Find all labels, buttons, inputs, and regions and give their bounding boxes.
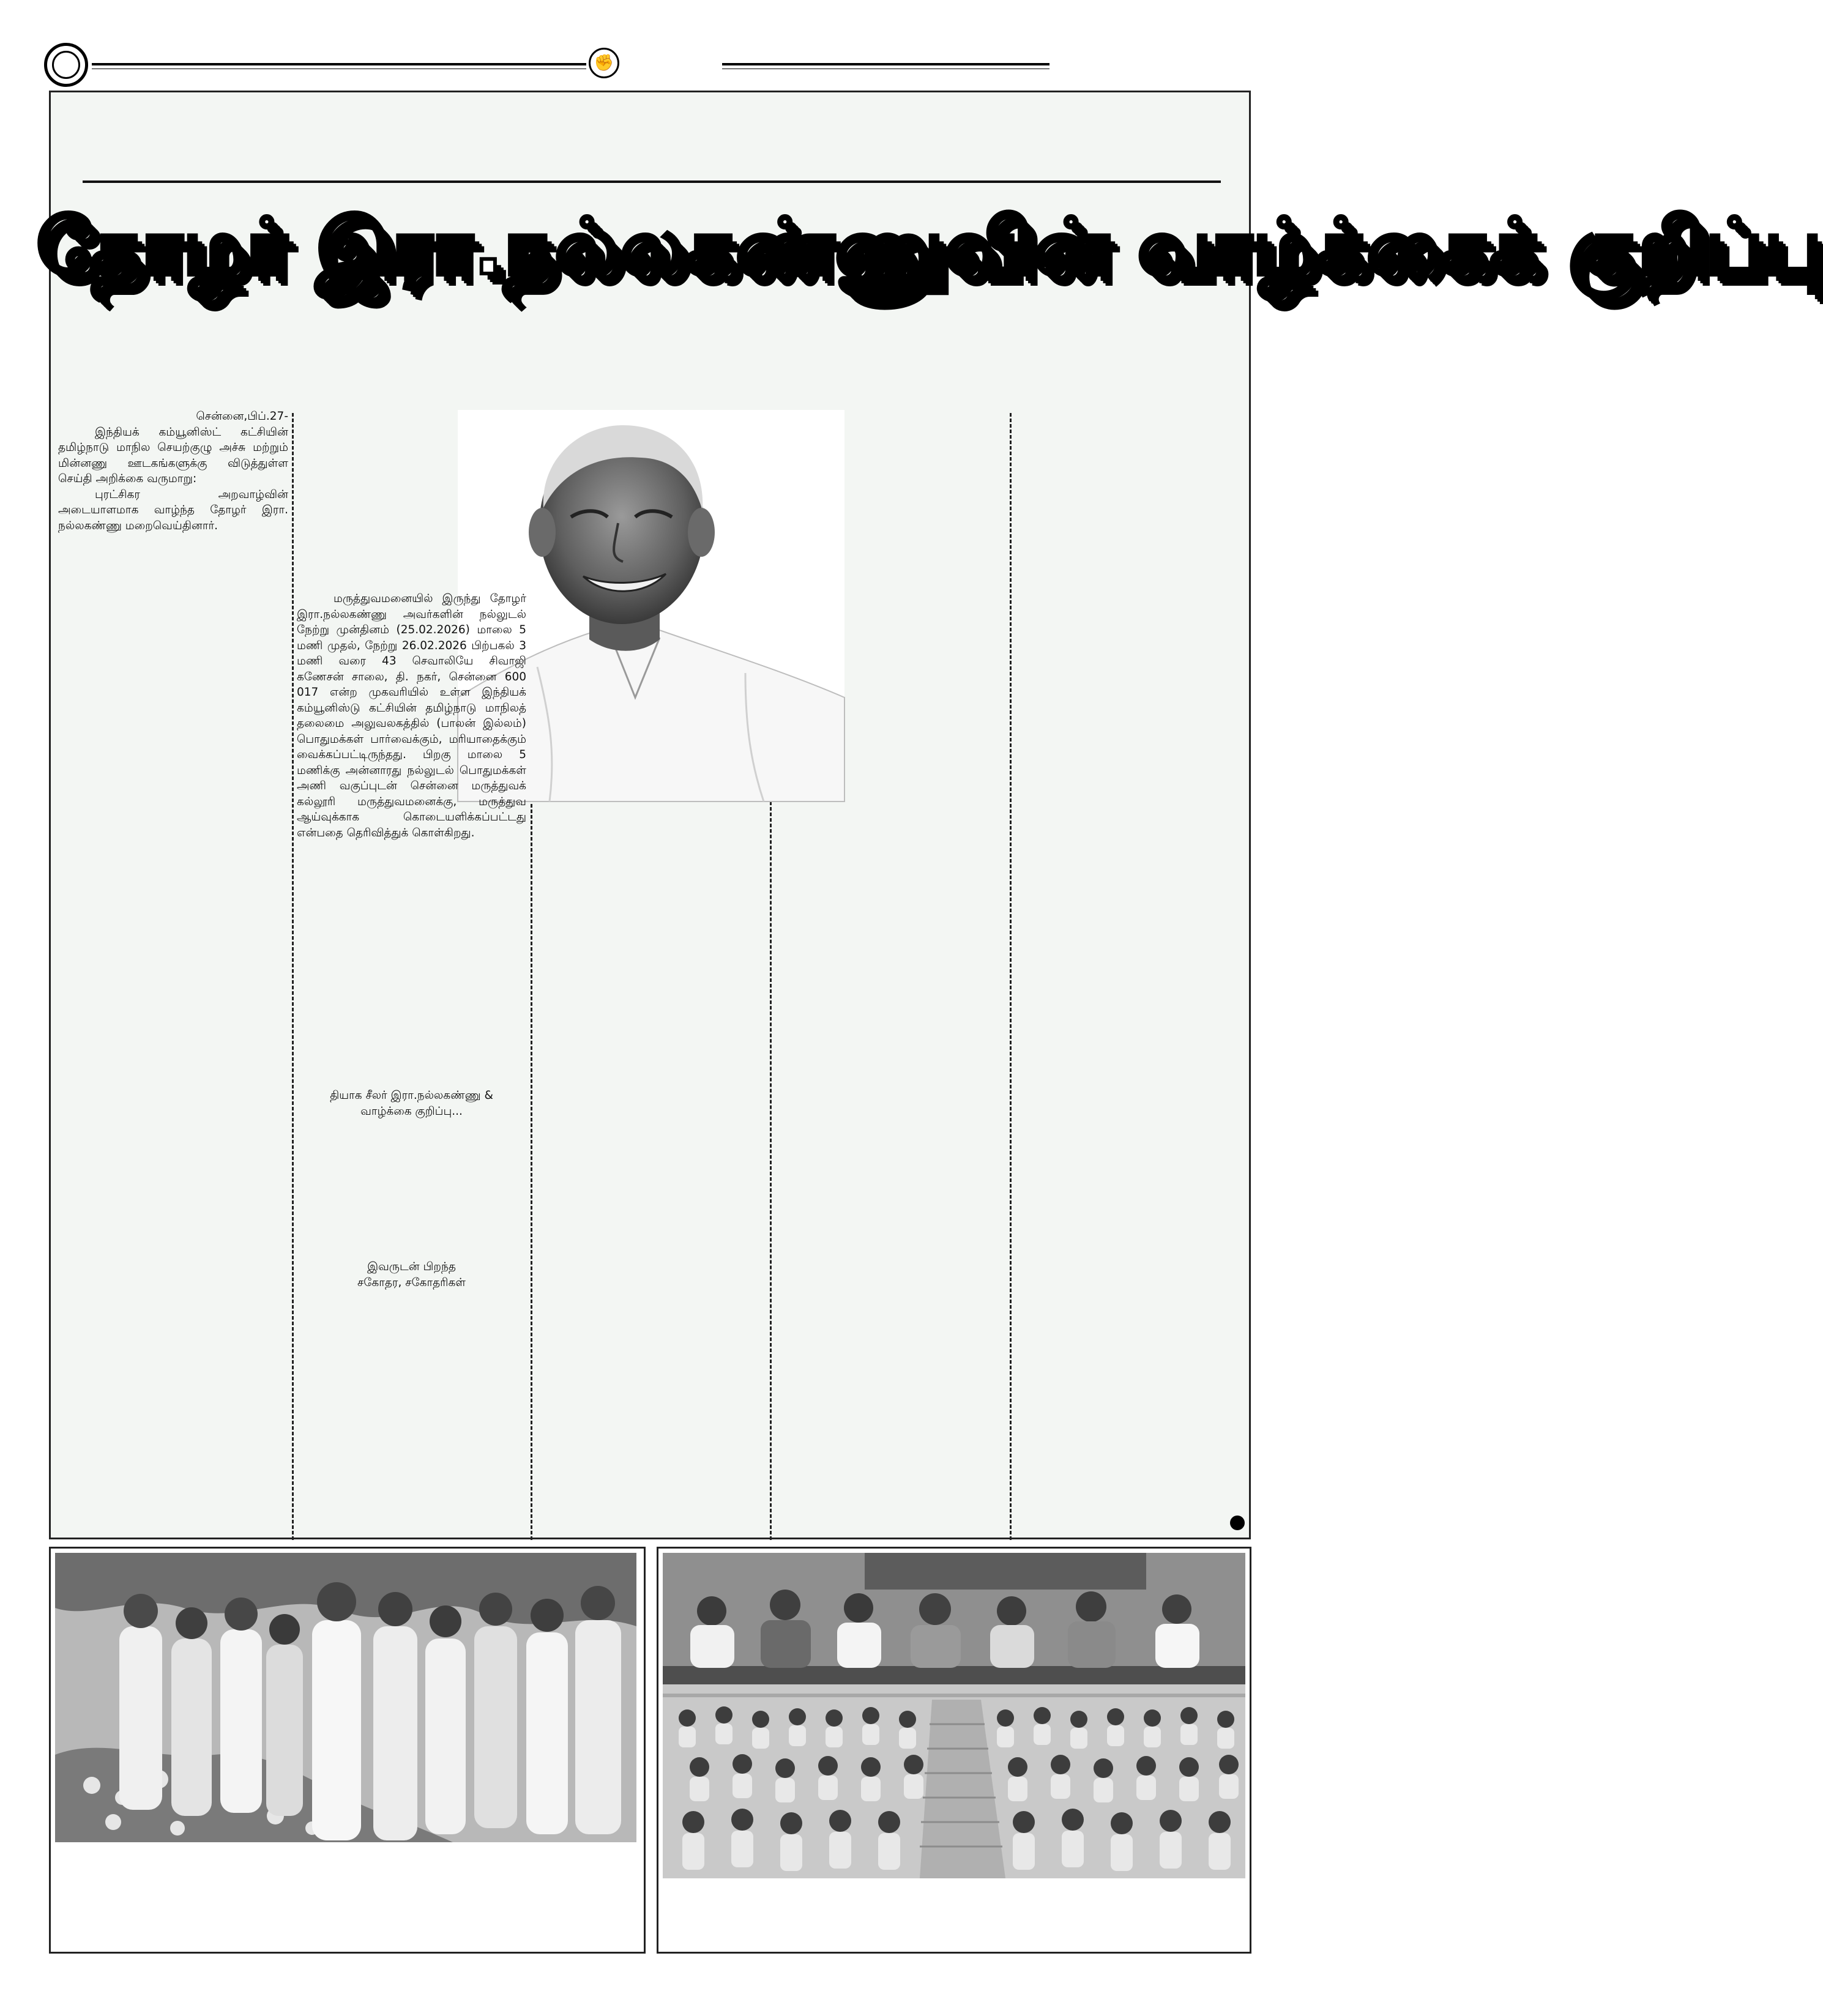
article-frame [49, 91, 1251, 1539]
article-para-3: மருத்துவமனையில் இருந்து தோழர் இரா.நல்லகண்ணு அவர்களின் நல்லுடல் நேற்று முன்தினம் (25.02.2026) மாலை 5 மணி முதல், நேற்று 26.02.2026 பிற்பகல் 3 மணி வரை 43 செவாலியே சிவாஜி கணேசன் சாலை, தி. நகர், சென்னை 600 017 என்ற முகவரியில் உள்ள இந்தியக் கம்யூனிஸ்டு கட்சியின் தமிழ்நாடு மாநிலத் தலைமை அலுவலகத்தில் (பாலன் இல்லம்) பொதுமக்கள் பார்வைக்கும், மரியாதைக்கும் வைக்கப்பட்டிருந்தது. பிறகு மாலை 5 மணிக்கு அன்னாரது நல்லுடல் பொதுமக்கள் அணி வகுப்புடன் சென்னை மருத்துவக் கல்லூரி மருத்துவமனைக்கு, மருத்துவ ஆய்வுக்காக கொடையளிக்கப்பட்டது என்பதை தெரிவித்துக் கொள்கிறது. [297, 592, 526, 839]
tribute-crowd-photo [55, 1553, 636, 1842]
subhead-life-notes [297, 1088, 526, 1119]
column-divider-3 [770, 802, 772, 1540]
page-marker-circle [44, 43, 88, 87]
subhead-life-notes-line-2: வாழ்க்கை குறிப்பு... [360, 1104, 463, 1118]
meeting-hall-photo [663, 1553, 1245, 1878]
headline: தோழர் இரா.நல்லகண்ணுவின் வாழ்க்கைக் குறிப்பு [37, 202, 1823, 292]
headline-top-rule [83, 180, 1221, 183]
subhead-siblings-line-1: இவருடன் பிறந்த [367, 1260, 456, 1273]
header-rule-right [722, 63, 1049, 65]
dateline: சென்னை,பிப்.27- [196, 410, 288, 423]
paper-emblem-icon: ✊ [589, 48, 619, 78]
subhead-life-notes-line-1: தியாக சீலர் இரா.நல்லகண்ணு ‌& [330, 1089, 493, 1102]
article-para-2: புரட்சிகர அறவாழ்வின் அடையாளமாக வாழ்ந்த தோழர் இரா. நல்லகண்ணு மறைவெய்தினார். [58, 488, 288, 532]
column-divider-4 [1010, 413, 1012, 1540]
article-column-2 [297, 591, 526, 841]
subhead-siblings [297, 1259, 526, 1290]
column-divider-1 [292, 413, 294, 1540]
header-rule-left [92, 63, 586, 65]
article-intro: இந்தியக் கம்யூனிஸ்ட் கட்சியின் தமிழ்நாடு மாநில செயற்குழு அச்சு மற்றும் மின்னணு ஊடகங்களுக்கு விடுத்துள்ள செய்தி அறிக்கை வருமாறு: [58, 425, 288, 486]
article-column-1 [58, 409, 288, 534]
article-end-dot [1230, 1516, 1245, 1530]
subhead-siblings-line-2: சகோதர, சகோதரிகள் [357, 1276, 466, 1289]
